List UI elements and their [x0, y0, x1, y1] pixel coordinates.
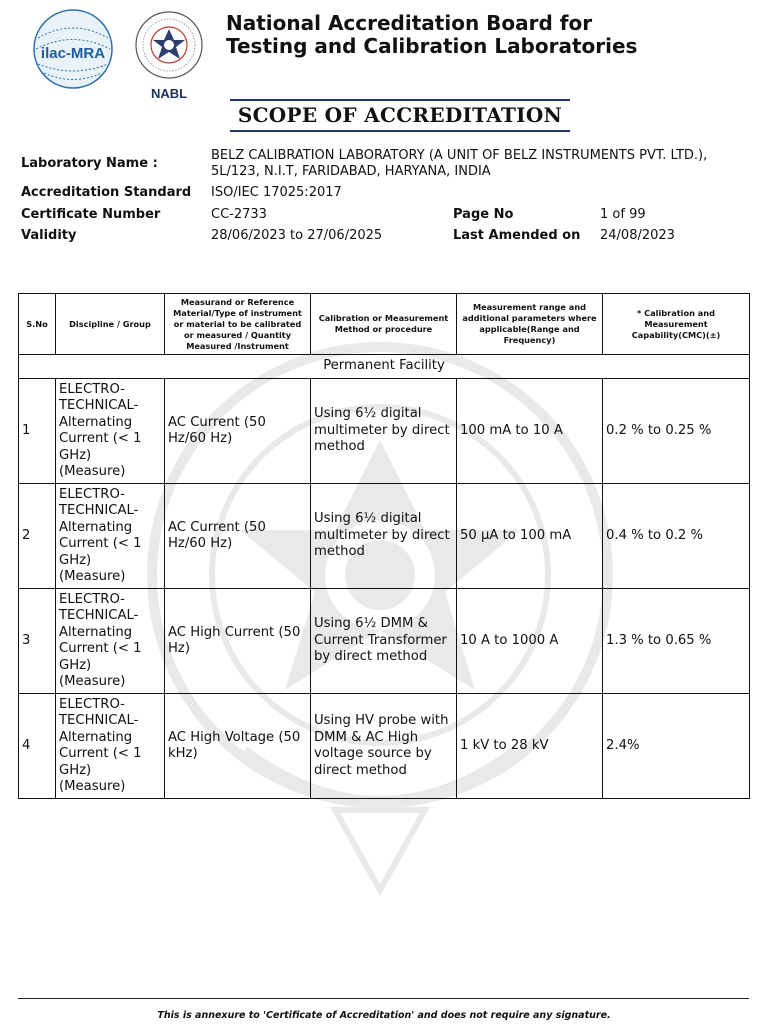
cell-range: 50 µA to 100 mA: [457, 484, 603, 589]
header-range: Measurement range and additional parameters where applicable(Range and Frequency): [457, 294, 603, 355]
page-value: 1 of 99: [600, 207, 646, 222]
cell-range: 100 mA to 10 A: [457, 379, 603, 484]
table-row: [19, 589, 750, 694]
table-row: [19, 379, 750, 484]
cell-discipline: ELECTRO-TECHNICAL-Alternating Current (< 1 GHz) (Measure): [56, 694, 165, 799]
cell-sno: 2: [19, 484, 56, 589]
table-row: [19, 694, 750, 799]
facility-label: Permanent Facility: [19, 355, 750, 379]
nabl-logo: [132, 10, 206, 102]
cell-range: 10 A to 1000 A: [457, 589, 603, 694]
cell-sno: 1: [19, 379, 56, 484]
table-header-row: [19, 294, 750, 355]
table-row: [19, 484, 750, 589]
title-rule-top: [230, 99, 570, 101]
board-name-line1: National Accreditation Board for: [226, 11, 593, 35]
page-label: Page No: [453, 207, 514, 222]
logo-group: [28, 8, 208, 100]
cell-method: Using 6½ DMM & Current Transformer by direct method: [311, 589, 457, 694]
header-method: Calibration or Measurement Method or procedure: [311, 294, 457, 355]
validity-value: 28/06/2023 to 27/06/2025: [211, 228, 383, 243]
cell-measurand: AC High Current (50 Hz): [165, 589, 311, 694]
svg-text:ilac-MRA: ilac-MRA: [40, 45, 106, 62]
cell-sno: 3: [19, 589, 56, 694]
standard-value: ISO/IEC 17025:2017: [211, 185, 342, 200]
scope-table: [18, 293, 750, 799]
cell-measurand: AC Current (50 Hz/60 Hz): [165, 379, 311, 484]
cell-measurand: AC Current (50 Hz/60 Hz): [165, 484, 311, 589]
header-sno: S.No: [19, 294, 56, 355]
amended-label: Last Amended on: [453, 228, 581, 243]
cell-discipline: ELECTRO-TECHNICAL-Alternating Current (< 1 GHz) (Measure): [56, 379, 165, 484]
cell-discipline: ELECTRO-TECHNICAL-Alternating Current (< 1 GHz) (Measure): [56, 589, 165, 694]
cell-range: 1 kV to 28 kV: [457, 694, 603, 799]
footer-rule: [18, 998, 749, 999]
cell-method: Using 6½ digital multimeter by direct method: [311, 484, 457, 589]
cell-sno: 4: [19, 694, 56, 799]
cell-cmc: 1.3 % to 0.65 %: [603, 589, 750, 694]
header-cmc: * Calibration and Measurement Capability(CMC)(±): [603, 294, 750, 355]
cell-cmc: 0.4 % to 0.2 %: [603, 484, 750, 589]
cell-cmc: 0.2 % to 0.25 %: [603, 379, 750, 484]
cell-measurand: AC High Voltage (50 kHz): [165, 694, 311, 799]
scope-title: SCOPE OF ACCREDITATION: [237, 103, 563, 127]
svg-text:NABL: NABL: [150, 86, 188, 101]
footer-note: This is annexure to 'Certificate of Accreditation' and does not require any signature.: [157, 1010, 611, 1021]
cell-cmc: 2.4%: [603, 694, 750, 799]
cell-method: Using HV probe with DMM & AC High voltage source by direct method: [311, 694, 457, 799]
validity-label: Validity: [21, 228, 77, 243]
certificate-label: Certificate Number: [21, 207, 161, 222]
standard-label: Accreditation Standard: [21, 185, 192, 200]
amended-value: 24/08/2023: [600, 228, 675, 243]
header-discipline: Discipline / Group: [56, 294, 165, 355]
lab-name-label: Laboratory Name :: [21, 156, 158, 171]
facility-row: [19, 355, 750, 379]
cell-discipline: ELECTRO-TECHNICAL-Alternating Current (< 1 GHz) (Measure): [56, 484, 165, 589]
lab-name-line1: BELZ CALIBRATION LABORATORY (A UNIT OF BELZ INSTRUMENTS PVT. LTD.),: [211, 148, 708, 163]
cell-method: Using 6½ digital multimeter by direct method: [311, 379, 457, 484]
certificate-value: CC-2733: [211, 207, 267, 222]
title-rule-bottom: [230, 130, 570, 132]
header-measurand: Measurand or Reference Material/Type of instrument or material to be calibrated or measured / Quantity Measured /Instrument: [165, 294, 311, 355]
board-name-line2: Testing and Calibration Laboratories: [226, 34, 638, 58]
lab-name-line2: 5L/123, N.I.T, FARIDABAD, HARYANA, INDIA: [211, 164, 491, 179]
ilac-mra-logo: [28, 8, 118, 90]
board-name: [226, 12, 746, 58]
